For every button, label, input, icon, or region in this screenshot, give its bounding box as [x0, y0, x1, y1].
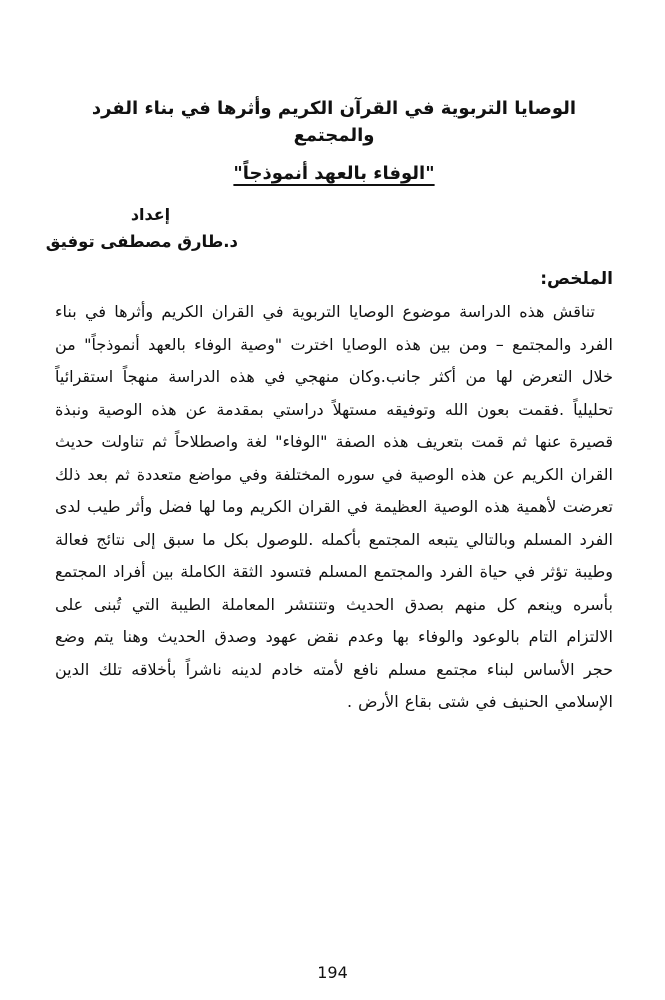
page-subtitle: "الوفاء بالعهد أنموذجاً": [233, 163, 435, 184]
page-number: 194: [317, 963, 348, 982]
byline: [45, 202, 238, 256]
prepared-by-label: إعداد: [130, 205, 171, 225]
page-title: الوصايا التربوية في القرآن الكريم وأثرها في بناء الفرد والمجتمع: [91, 98, 577, 146]
abstract-heading: الملخص:: [540, 269, 613, 290]
author-name: د.طارق مصطفى توفيق: [45, 232, 238, 252]
abstract-paragraph: تناقش هذه الدراسة موضوع الوصايا التربوية في القران الكريم وأثرها في بناء الفرد والمجتمع – ومن بين هذه الوصايا اخترت "وصية الوفاء بالعهد أنموذجاً" من خلال التعرض لها من أكثر جانب.وكان منهجي في هذه الدراسة منهجاً استقرائياً تحليلياً .فقمت بعون الله وتوفيقه مستهلاً دراستي بمقدمة عن هذه الوصية ونبذة قصيرة عنها ثم قمت بتعريف هذه الصفة "الوفاء" لغة واصطلاحاً ثم تناولت حديث القران الكريم عن هذه الوصية في سوره المختلفة وفي مواضع متعددة ثم بعد ذلك تعرضت لأهمية هذه الوصية العظيمة في القران الكريم وما لها فضل وأثر طيب لدى الفرد المسلم وبالتالي يتبعه المجتمع بأكمله .للوصول بكل ما سبق إلى نتائج فعالة وطيبة تؤثر في حياة الفرد والمجتمع المسلم فتسود الثقة الكاملة بين أفراد المجتمع بأسره وينعم كل منهم بصدق الحديث وتتنتشر المعاملة الطيبة التي تُبنى على الالتزام التام بالوعود والوفاء بها وعدم نقض عهود وصدق الحديث وهنا يتم وضع حجر الأساس لبناء مجتمع مسلم نافع لأمته خادم لدينه ناشراً بأخلاقه تلك الدين الإسلامي الحنيف في شتى بقاع الأرض .: [55, 302, 613, 712]
